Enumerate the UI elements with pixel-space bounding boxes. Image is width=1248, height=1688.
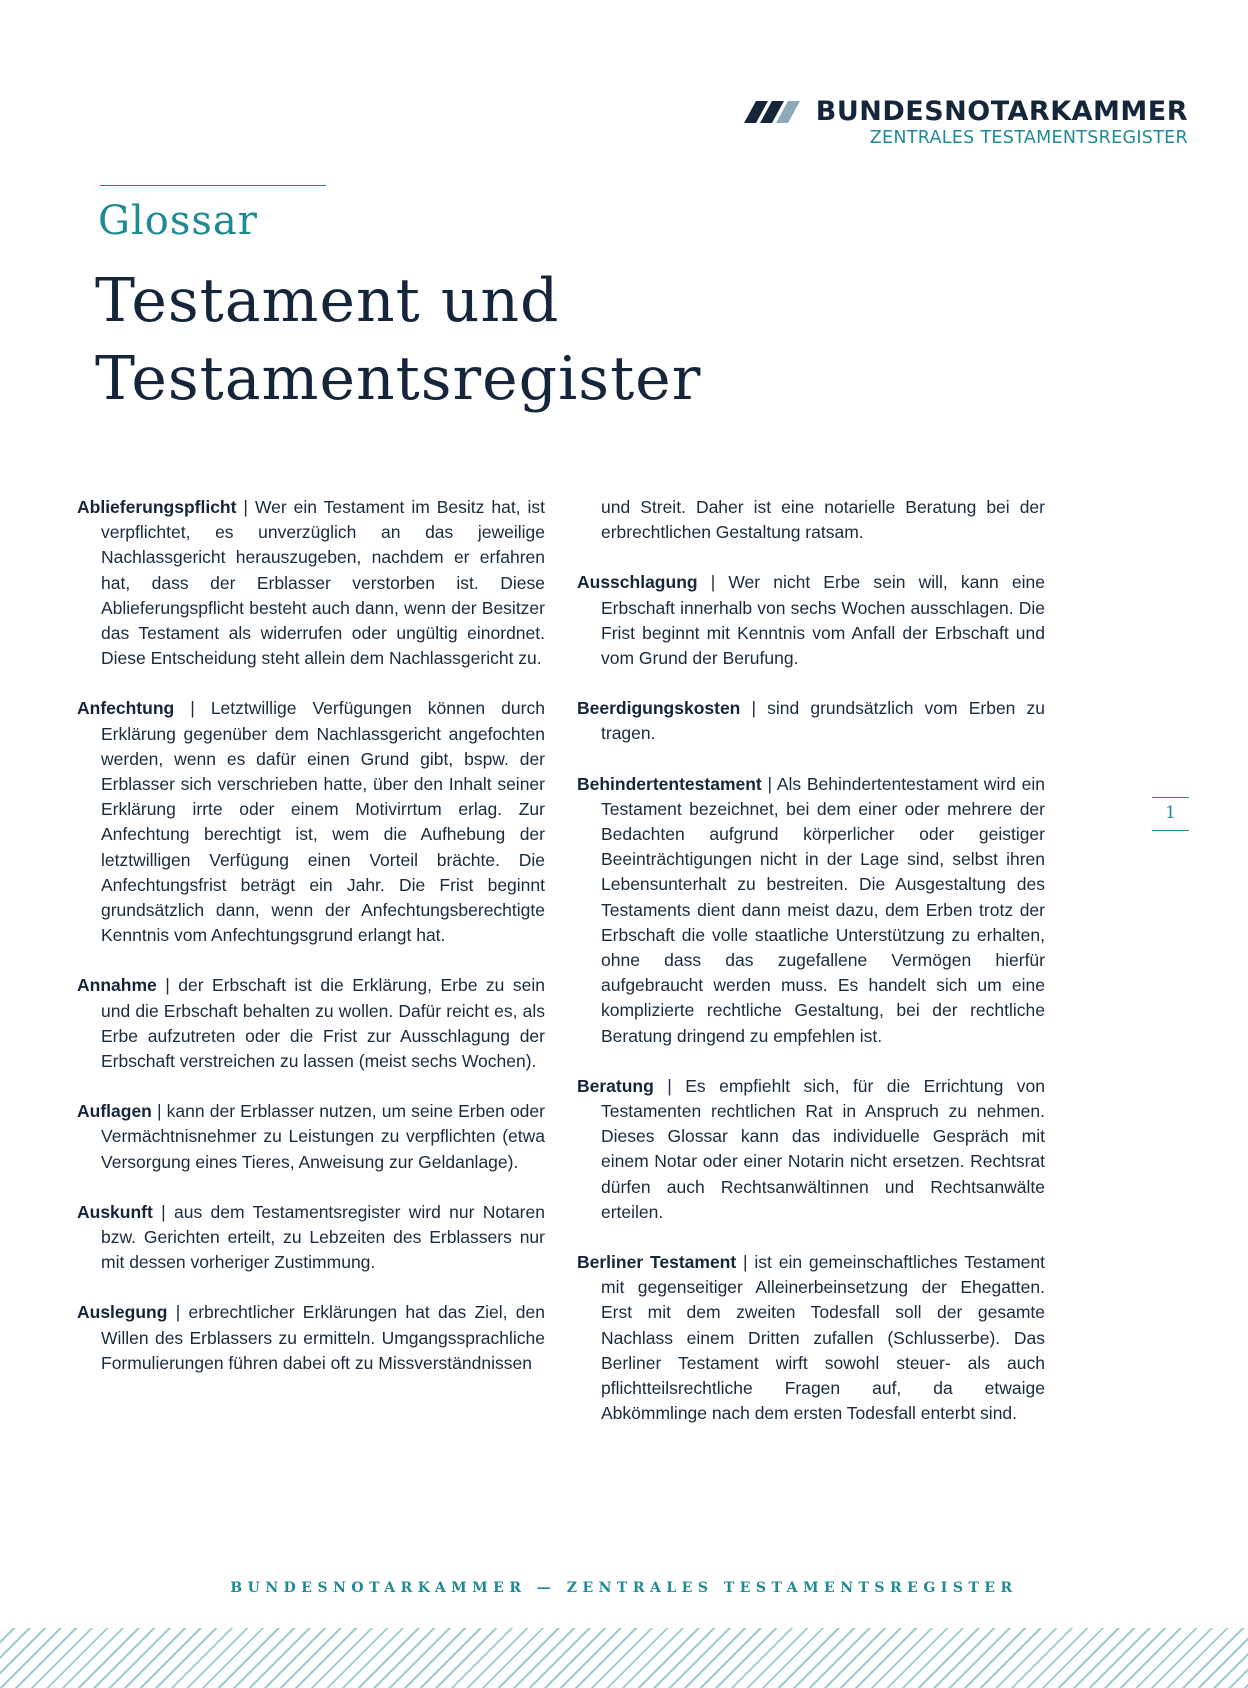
brand-name: BUNDESNOTARKAMMER — [815, 96, 1188, 127]
glossary-term: Behindertentestament — [577, 773, 762, 794]
glossary-column-left — [77, 495, 545, 1401]
glossary-term: Ablieferungspflicht — [77, 497, 237, 517]
glossary-definition: Als Behindertentestament wird ein Testament bezeichnet, bei dem einer oder mehrere der Bedachten aufgrund körperlicher oder geistiger Beeinträchtigungen nicht in der Lage sind, selbst ihren Lebensunterhalt zu bestreiten. Die Ausgestaltung des Testaments dient dann meist dazu, dem Erben trotz der Erbschaft die volle staatliche Unterstützung zu erhalten, ohne dass das zugefallene Vermögen hierfür aufgebraucht werden muss. Es handelt sich um eine komplizierte rechtliche Gestaltung, bei der rechtliche Beratung dringend zu empfehlen ist. — [601, 773, 1045, 1046]
brand-logo — [744, 98, 1188, 148]
glossary-term: Beerdigungskosten — [577, 698, 741, 719]
page-footer: BUNDESNOTARKAMMER — ZENTRALES TESTAMENTSREGISTER — [230, 1580, 1018, 1596]
glossary-entry: Ausschlagung | Wer nicht Erbe sein will, kann eine Erbschaft innerhalb von sechs Wochen ausschlagen. Die Frist beginnt mit Kenntnis vom Anfall der Erbschaft und vom Grund der Berufung. — [577, 572, 1045, 669]
glossary-definition: sind grundsätzlich vom Erben zu tragen. — [601, 698, 1045, 744]
page-title — [95, 262, 701, 418]
glossary-definition: Es empfiehlt sich, für die Errichtung von Testamenten rechtlichen Rat in Anspruch zu nehmen. Dieses Glossar kann das individuelle Gespräch mit einem Notar oder einer Notarin nicht ersetzen. Rechtsrat dürfen auch Rechtsanwältinnen und Rechtsanwälte erteilen. — [601, 1075, 1045, 1222]
glossary-definition: kann der Erblasser nutzen, um seine Erben oder Vermächtnisnehmer zu Leistungen zu verpflichten (etwa Versorgung eines Tieres, Anweisung zur Geldanlage). — [101, 1101, 545, 1172]
glossary-term: Annahme — [77, 975, 157, 996]
glossary-entry: Behindertentestament | Als Behindertentestament wird ein Testament bezeichnet, bei dem einer oder mehrere der Bedachten aufgrund körperlicher oder geistiger Beeinträchtigungen nicht in der Lage sind, selbst ihren Lebensunterhalt zu bestreiten. Die Ausgestaltung des Testaments dient dann meist dazu, dem Erben trotz der Erbschaft die volle staatliche Unterstützung zu erhalten, ohne dass das zugefallene Vermögen hierfür aufgebraucht werden muss. Es handelt sich um eine komplizierte rechtliche Gestaltung, bei der rechtliche Beratung dringend zu empfehlen ist. — [577, 773, 1045, 1046]
glossary-continuation: und Streit. Daher ist eine notarielle Beratung bei der erbrechtlichen Gestaltung ratsam. — [601, 497, 1045, 543]
glossary-definition: Letztwillige Verfügungen können durch Erklärung gegenüber dem Nachlassgericht angefochten werden, wenn es dafür einen Grund gibt, bspw. der Erblasser sich verschrieben hatte, über den Inhalt seiner Erklärung irrte oder einem Motivirrtum erlag. Zur Anfechtung berechtigt ist, wem die Aufhebung der letztwilligen Verfügung einen Vorteil brächte. Die Anfechtungsfrist beträgt ein Jahr. Die Frist beginnt grundsätzlich dann, wenn der Anfechtungsberechtigte Kenntnis vom Anfechtungsgrund erlangt hat. — [101, 698, 545, 946]
glossary-definition: der Erbschaft ist die Erklärung, Erbe zu sein und die Erbschaft behalten zu wollen. Dafür reicht es, als Erbe aufzutreten oder die Frist zur Ausschlagung der Erbschaft verstreichen zu lassen (meist sechs Wochen). — [101, 975, 545, 1072]
page-number: 1 — [1152, 797, 1189, 831]
glossary-term: Anfechtung — [77, 698, 175, 719]
glossary-term: Auskunft — [77, 1201, 153, 1222]
glossary-entry: Auslegung | erbrechtlicher Erklärungen hat das Ziel, den Willen des Erblassers zu ermitteln. Umgangssprachliche Formulierungen führen dabei oft zu Missverständnissen — [77, 1302, 545, 1373]
glossary-entry: Ablieferungspflicht | Wer ein Testament im Besitz hat, ist verpflichtet, es unverzüglich an das jeweilige Nachlassgericht herauszugeben, nachdem er erfahren hat, dass der Erblasser verstorben ist. Diese Ablieferungspflicht besteht auch dann, wenn der Besitzer das Testament als widerrufen oder ungültig einordnet. Diese Entscheidung steht allein dem Nachlassgericht zu. — [77, 497, 546, 669]
brand-subtitle: ZENTRALES TESTAMENTSREGISTER — [869, 128, 1188, 148]
title-line-1: Testament und — [95, 266, 560, 336]
glossary-definition: aus dem Testamentsregister wird nur Notaren bzw. Gerichten erteilt, zu Lebzeiten des Erblassers nur mit dessen vorheriger Zustimmung. — [101, 1201, 545, 1273]
glossary-definition: Wer nicht Erbe sein will, kann eine Erbschaft innerhalb von sechs Wochen ausschlagen. Die Frist beginnt mit Kenntnis vom Anfall der Erbschaft und vom Grund der Berufung. — [601, 572, 1045, 669]
glossary-definition: ist ein gemeinschaftliches Testament mit gegenseitiger Alleinerbeinsetzung der Ehegatten. Erst mit dem zweiten Todesfall soll der gesamte Nachlass einem Dritten zufallen (Schlusserbe). Das Berliner Testament wirft sowohl steuer- als auch pflichtteilsrechtliche Fragen auf, da etwaige Abkömmlinge nach dem ersten Todesfall enterbt sind. — [601, 1252, 1045, 1424]
glossary-entry: Beratung | Es empfiehlt sich, für die Errichtung von Testamenten rechtlichen Rat in Anspruch zu nehmen. Dieses Glossar kann das individuelle Gespräch mit einem Notar oder einer Notarin nicht ersetzen. Rechtsrat dürfen auch Rechtsanwältinnen und Rechtsanwälte erteilen. — [577, 1075, 1045, 1222]
glossary-term: Berliner Testament — [577, 1252, 737, 1273]
glossary-entry: Auflagen | kann der Erblasser nutzen, um seine Erben oder Vermächtnisnehmer zu Leistungen zu verpflichten (etwa Versorgung eines Tieres, Anweisung zur Geldanlage). — [77, 1101, 545, 1172]
diagonal-stripes-logo-icon — [744, 101, 808, 123]
glossary-entry: Annahme | der Erbschaft ist die Erklärung, Erbe zu sein und die Erbschaft behalten zu wollen. Dafür reicht es, als Erbe aufzutreten oder die Frist zur Ausschlagung der Erbschaft verstreichen zu lassen (meist sechs Wochen). — [77, 975, 545, 1072]
section-kicker: Glossar — [98, 198, 258, 244]
glossary-term: Ausschlagung — [577, 572, 698, 593]
glossary-entry: Auskunft | aus dem Testamentsregister wird nur Notaren bzw. Gerichten erteilt, zu Lebzeiten des Erblassers nur mit dessen vorheriger Zustimmung. — [77, 1201, 545, 1273]
title-line-2: Testamentsregister — [95, 344, 702, 414]
top-divider — [100, 185, 326, 186]
footer-hatch-pattern — [0, 1628, 1248, 1688]
glossary-definition: Wer ein Testament im Besitz hat, ist verpflichtet, es unverzüglich an das jeweilige Nachlassgericht herauszugeben, nachdem er erfahren hat, dass der Erblasser verstorben ist. Diese Ablieferungspflicht besteht auch dann, wenn der Besitzer das Testament als widerrufen oder ungültig einordnet. Diese Entscheidung steht allein dem Nachlassgericht zu. — [101, 497, 546, 669]
glossary-entry: Beerdigungskosten | sind grundsätzlich vom Erben zu tragen. — [577, 698, 1045, 744]
glossary-term: Auslegung — [77, 1302, 168, 1323]
glossary-term: Auflagen — [77, 1101, 152, 1122]
glossary-column-right — [577, 495, 1045, 1452]
glossary-definition: erbrechtlicher Erklärungen hat das Ziel, den Willen des Erblassers zu ermitteln. Umgangssprachliche Formulierungen führen dabei oft zu Missverständnissen — [101, 1302, 545, 1373]
glossary-entry: Anfechtung | Letztwillige Verfügungen können durch Erklärung gegenüber dem Nachlassgericht angefochten werden, wenn es dafür einen Grund gibt, bspw. der Erblasser sich verschrieben hatte, über den Inhalt seiner Erklärung irrte oder einem Motivirrtum erlag. Zur Anfechtung berechtigt ist, wem die Aufhebung der letztwilligen Verfügung einen Vorteil brächte. Die Anfechtungsfrist beträgt ein Jahr. Die Frist beginnt grundsätzlich dann, wenn der Anfechtungsberechtigte Kenntnis vom Anfechtungsgrund erlangt hat. — [77, 698, 545, 946]
glossary-term: Beratung — [577, 1075, 654, 1096]
glossary-entry: Berliner Testament | ist ein gemeinschaftliches Testament mit gegenseitiger Alleinerbeinsetzung der Ehegatten. Erst mit dem zweiten Todesfall soll der gesamte Nachlass einem Dritten zufallen (Schlusserbe). Das Berliner Testament wirft sowohl steuer- als auch pflichtteilsrechtliche Fragen auf, da etwaige Abkömmlinge nach dem ersten Todesfall enterbt sind. — [577, 1252, 1045, 1424]
